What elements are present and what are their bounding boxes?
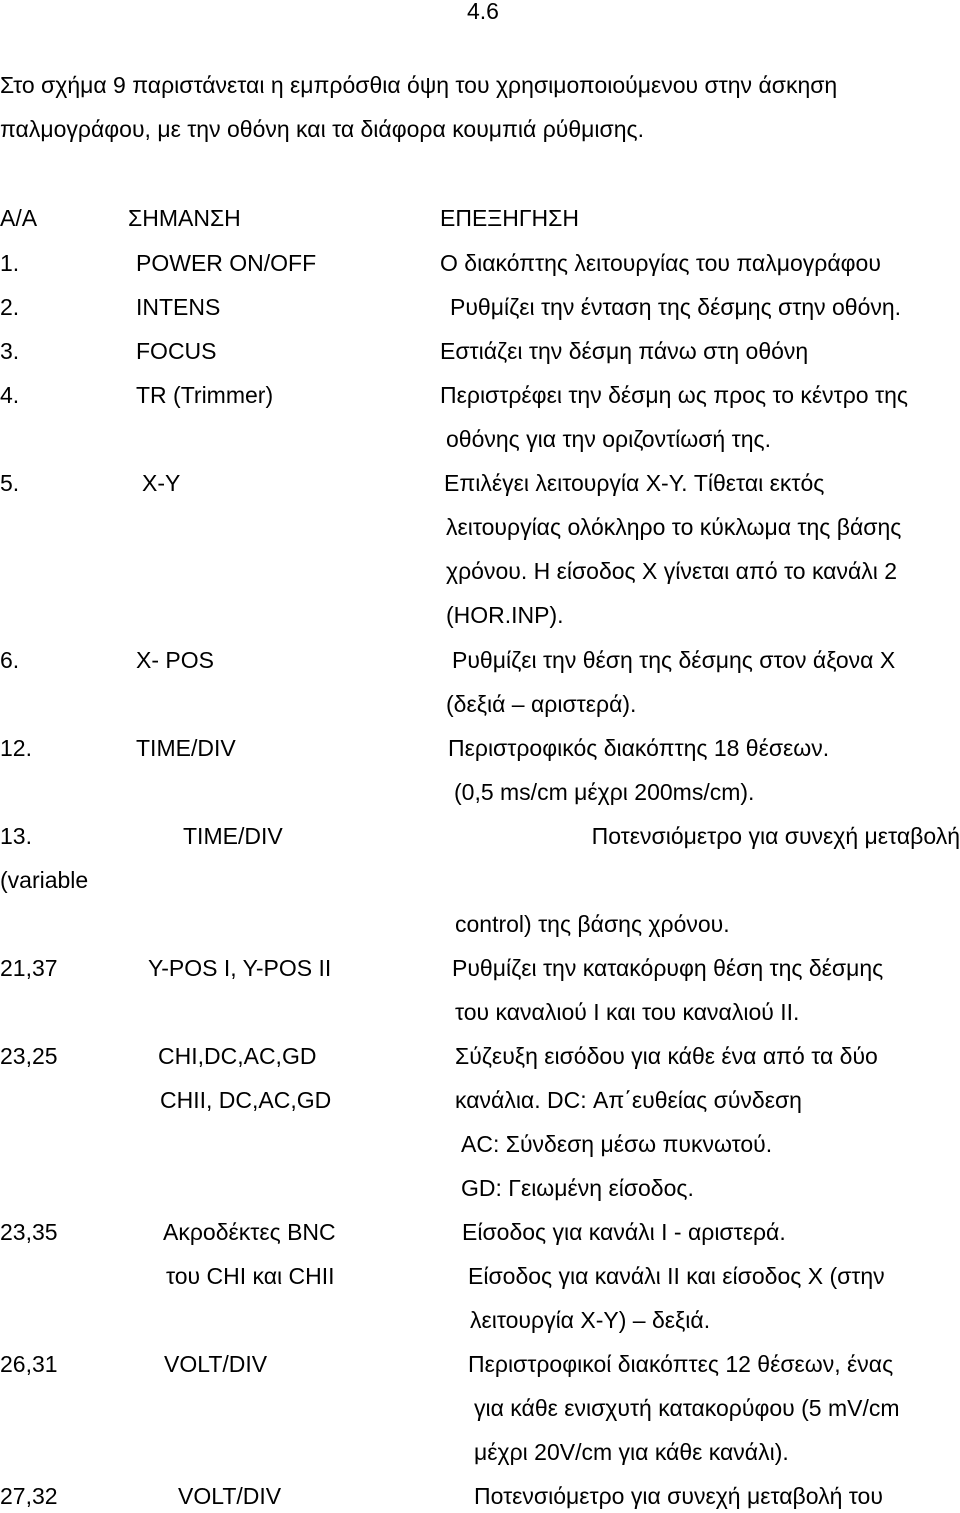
row-desc: λειτουργίας ολόκληρο το κύκλωμα της βάσης [446,514,902,540]
header-meaning: ΣΗΜΑΝΣΗ [128,205,241,231]
row-num: 6. [0,647,20,673]
row-num: 23,25 [0,1043,58,1069]
row-name-continuation: CHII, DC,AC,GD [160,1087,332,1113]
row-desc: οθόνης για την οριζοντίωσή της. [446,426,771,452]
row-desc: Σύζευξη εισόδου για κάθε ένα από τα δύο [455,1043,878,1069]
row-desc: Είσοδος για κανάλι I - αριστερά. [462,1219,786,1245]
row-desc: κανάλια. DC: Απ΄ευθείας σύνδεση [455,1087,802,1113]
row-name: VOLT/DIV [178,1483,282,1509]
row-desc: Εστιάζει την δέσμη πάνω στη οθόνη [440,338,809,364]
row-desc: μέχρι 20V/cm για κάθε κανάλι). [474,1439,789,1465]
row-desc: Ρυθμίζει την κατακόρυφη θέση της δέσμης [452,955,884,981]
header-explanation: ΕΠΕΞΗΓΗΣΗ [440,205,579,231]
row-num: 26,31 [0,1351,58,1377]
row-name: Ακροδέκτες BNC [163,1219,336,1245]
header-aa: Α/Α [0,205,38,231]
row-desc: λειτουργία X-Y) – δεξιά. [470,1307,711,1333]
row-desc: Ο διακόπτης λειτουργίας του παλμογράφου [440,250,881,276]
row-desc: GD: Γειωμένη είσοδος. [461,1175,694,1201]
intro-line-1: Στο σχήμα 9 παριστάνεται η εμπρόσθια όψη του χρησιμοποιούμενου στην άσκηση [0,72,838,98]
row-num: 4. [0,382,20,408]
row-name: TIME/DIV [183,823,283,849]
row-desc: Είσοδος για κανάλι II και είσοδος X (στην [468,1263,885,1289]
row-desc: Ποτενσιόμετρο για συνεχή μεταβολή του [474,1483,883,1509]
row-name: VOLT/DIV [164,1351,268,1377]
row-name: X-Y [142,470,181,496]
row-desc: AC: Σύνδεση μέσω πυκνωτού. [461,1131,773,1157]
row-desc: Περιστρέφει την δέσμη ως προς το κέντρο της [440,382,908,408]
row-desc: Ρυθμίζει την θέση της δέσμης στον άξονα Χ [452,647,896,673]
row-name: POWER ON/OFF [136,250,317,276]
row-name: CHI,DC,AC,GD [158,1043,317,1069]
row-desc: (0,5 ms/cm μέχρι 200ms/cm). [454,779,755,805]
row-desc: Ρυθμίζει την ένταση της δέσμης στην οθόνη. [450,294,902,320]
row-desc: του καναλιού I και του καναλιού II. [455,999,800,1025]
intro-line-2: παλμογράφου, με την οθόνη και τα διάφορα κουμπιά ρύθμισης. [0,116,644,142]
row-desc: control) της βάσης χρόνου. [455,911,730,937]
row-num: 21,37 [0,955,58,981]
row-num: 27,32 [0,1483,58,1509]
row-name: Y-POS I, Y-POS II [148,955,332,981]
row-desc: (δεξιά – αριστερά). [446,691,637,717]
row-name-continuation: (variable [0,867,89,893]
row-desc: (HOR.INP). [446,602,564,628]
row-num: 1. [0,250,20,276]
row-name-continuation: του CHI και CHII [166,1263,335,1289]
row-desc: Περιστροφικός διακόπτης 18 θέσεων. [448,735,830,761]
row-name: X- POS [136,647,214,673]
row-num: 5. [0,470,20,496]
row-name: TR (Trimmer) [136,382,274,408]
row-num: 2. [0,294,20,320]
row-desc: Επιλέγει λειτουργία X-Y. Τίθεται εκτός [444,470,825,496]
row-num: 13. [0,823,32,849]
row-desc: για κάθε ενισχυτή κατακορύφου (5 mV/cm [474,1395,900,1421]
row-desc: Ποτενσιόμετρο για συνεχή μεταβολή [591,823,960,849]
page-number: 4.6 [467,0,499,24]
row-name: FOCUS [136,338,217,364]
row-desc: Περιστροφικοί διακόπτες 12 θέσεων, ένας [468,1351,894,1377]
row-name: INTENS [136,294,221,320]
row-num: 12. [0,735,32,761]
row-desc: χρόνου. Η είσοδος Χ γίνεται από το κανάλι 2 [446,558,898,584]
row-num: 3. [0,338,20,364]
row-num: 23,35 [0,1219,58,1245]
row-name: TIME/DIV [136,735,236,761]
